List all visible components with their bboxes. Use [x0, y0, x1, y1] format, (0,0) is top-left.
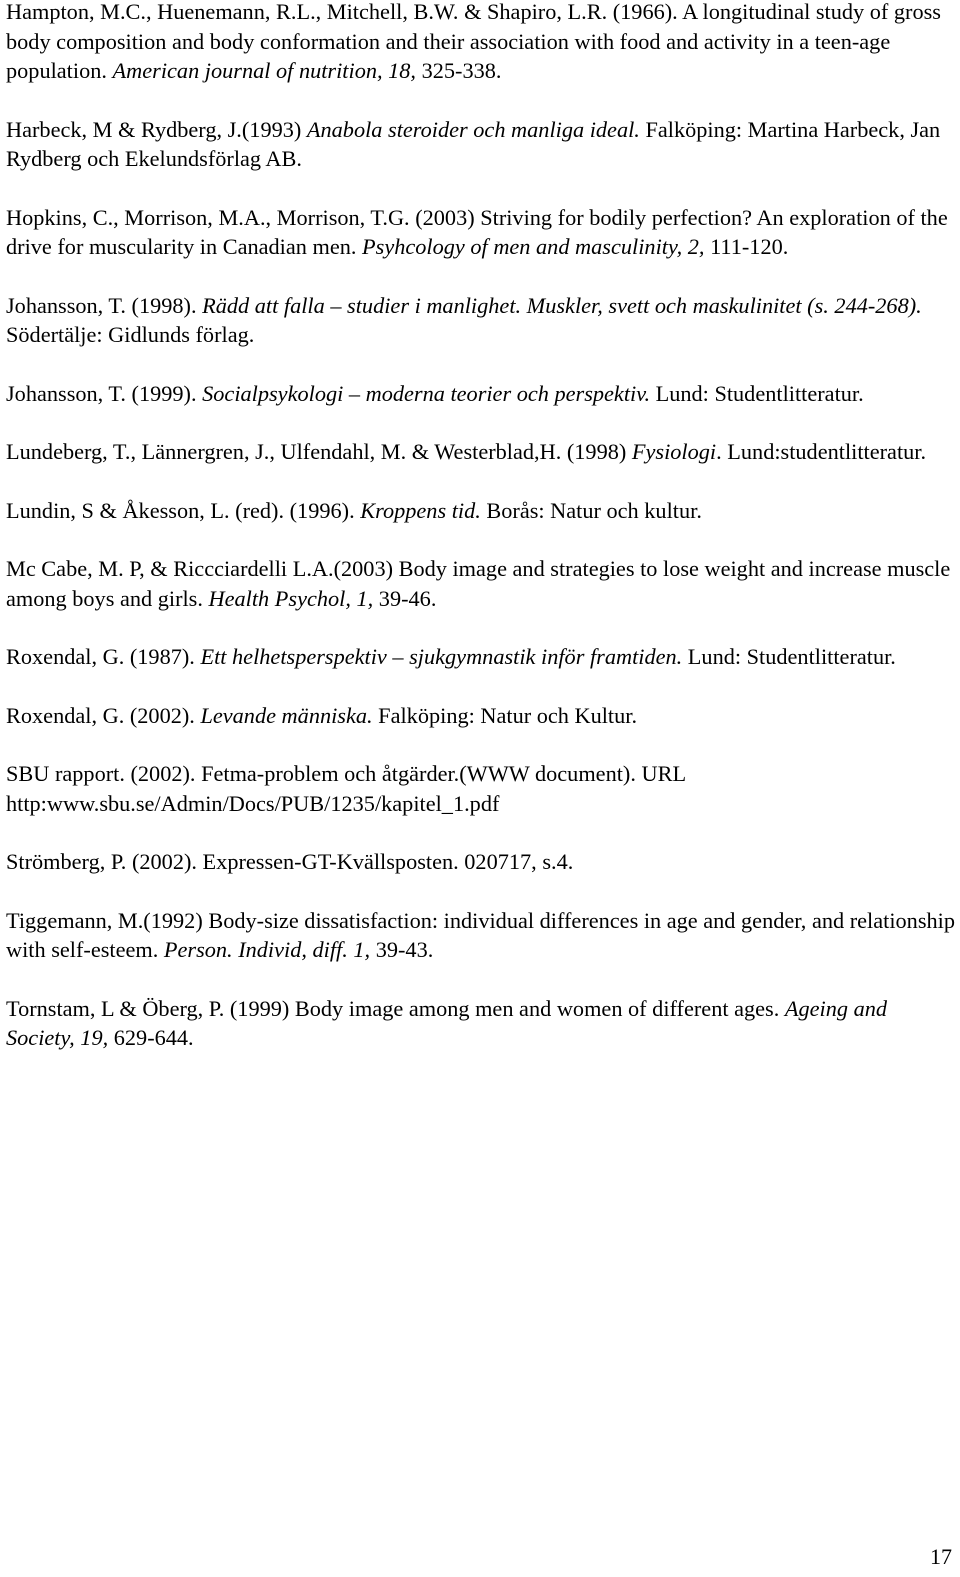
- reference-text: 325-338.: [416, 58, 502, 83]
- reference-entry: [6, 554, 956, 613]
- reference-text: Falköping: Natur och Kultur.: [372, 702, 638, 728]
- reference-text: Strömberg, P. (2002). Expressen-GT-Kvällsposten. 020717, s.4.: [6, 849, 574, 874]
- reference-text: Hopkins, C., Morrison, M.A., Morrison, T.G. (2003) Striving for bodily perfection? An exploration of the drive for muscularity in Canadian men.: [6, 204, 948, 259]
- reference-source: Ett helhetsperspektiv – sjukgymnastik inför framtiden.: [200, 644, 683, 669]
- reference-text: Södertälje: Gidlunds förlag.: [6, 322, 255, 347]
- reference-source: Levande människa.: [200, 702, 373, 728]
- reference-text: Tornstam, L & Öberg, P. (1999) Body image among men and women of different ages.: [6, 995, 785, 1021]
- reference-source: Ageing and Society, 19,: [6, 995, 888, 1050]
- reference-entry: [6, 379, 956, 409]
- reference-text: 111-120.: [704, 234, 789, 259]
- reference-text: SBU rapport. (2002). Fetma-problem och åtgärder.(WWW document). URL http:www.sbu.se/Admin/Docs/PUB/1235/kapitel_1.pdf: [6, 761, 686, 816]
- reference-text: Roxendal, G. (1987).: [6, 644, 201, 669]
- reference-text: Mc Cabe, M. P, & Riccciardelli L.A.(2003) Body image and strategies to lose weight and increase muscle among boys and girls.: [6, 556, 951, 611]
- reference-entry: [6, 906, 956, 965]
- reference-text: Lund: Studentlitteratur.: [682, 644, 896, 669]
- reference-entry: [6, 701, 956, 731]
- reference-entry: [6, 291, 956, 350]
- reference-source: Person. Individ, diff. 1,: [163, 937, 371, 962]
- document-page: [6, 0, 956, 1082]
- reference-text: Lundin, S & Åkesson, L. (red). (1996).: [6, 497, 361, 523]
- reference-source: Kroppens tid.: [360, 497, 481, 523]
- reference-text: Falköping: Martina Harbeck, Jan Rydberg och Ekelundsförlag AB.: [6, 116, 941, 171]
- reference-text: Johansson, T. (1999).: [6, 380, 203, 406]
- reference-entry: [6, 642, 956, 672]
- reference-text: Harbeck, M & Rydberg, J.(1993): [6, 116, 307, 142]
- reference-entry: [6, 759, 956, 818]
- reference-source: American journal of nutrition, 18,: [112, 58, 417, 83]
- reference-text: Hampton, M.C., Huenemann, R.L., Mitchell, B.W. & Shapiro, L.R. (1966). A longitudinal study of gross body composition and body conformation and their association with food and activity in a teen-age population.: [6, 0, 941, 83]
- reference-source: Fysiologi: [631, 439, 717, 464]
- reference-text: 39-46.: [373, 585, 437, 611]
- reference-entry: [6, 496, 956, 526]
- reference-entry: [6, 847, 956, 877]
- reference-text: Johansson, T. (1998).: [6, 292, 203, 318]
- reference-source: Rädd att falla – studier i manlighet. Muskler, svett och maskulinitet (s. 244-268).: [202, 292, 922, 318]
- reference-source: Health Psychol, 1,: [208, 585, 374, 611]
- reference-entry: [6, 0, 956, 86]
- reference-text: 39-43.: [370, 937, 434, 962]
- reference-entry: [6, 994, 956, 1053]
- reference-entry: [6, 115, 956, 174]
- page-number: 17: [930, 1544, 952, 1569]
- reference-text: 629-644.: [108, 1025, 194, 1050]
- reference-source: Socialpsykologi – moderna teorier och perspektiv.: [202, 380, 651, 406]
- reference-text: Roxendal, G. (2002).: [6, 702, 201, 728]
- reference-entry: [6, 437, 956, 467]
- reference-entry: [6, 203, 956, 262]
- reference-text: Lundeberg, T., Lännergren, J., Ulfendahl, M. & Westerblad,H. (1998): [6, 439, 632, 464]
- reference-source: Psyhcology of men and masculinity, 2,: [362, 234, 705, 259]
- reference-list: [6, 0, 956, 1053]
- reference-text: Borås: Natur och kultur.: [480, 497, 702, 523]
- reference-text: Tiggemann, M.(1992) Body-size dissatisfaction: individual differences in age and gender, and relationship with self-esteem.: [6, 907, 955, 962]
- reference-text: Lund: Studentlitteratur.: [650, 380, 864, 406]
- reference-text: . Lund:studentlitteratur.: [716, 439, 927, 464]
- reference-source: Anabola steroider och manliga ideal.: [306, 116, 640, 142]
